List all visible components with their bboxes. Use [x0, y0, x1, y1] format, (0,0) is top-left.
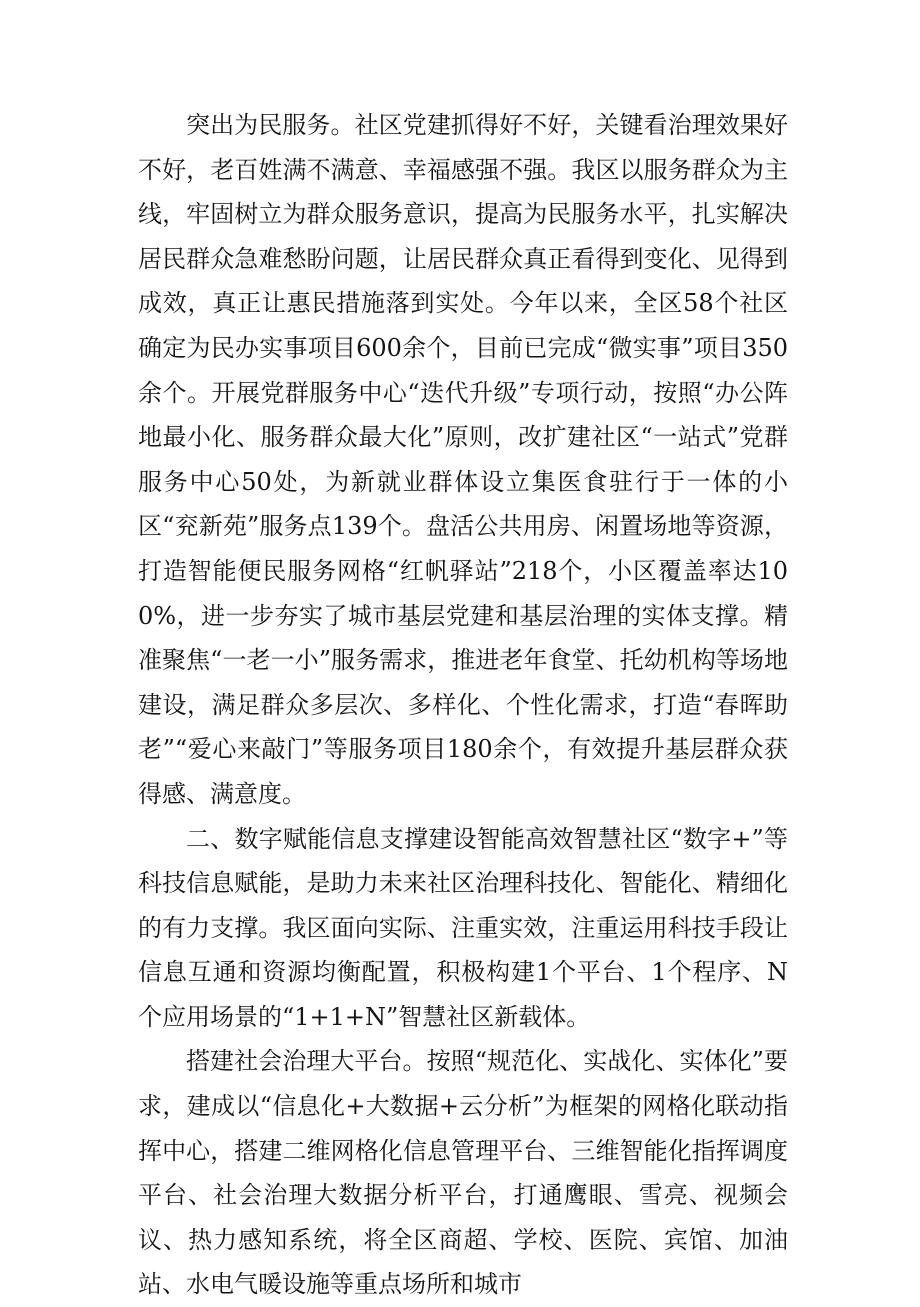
paragraph-digital-empowerment: 二、数字赋能信息支撑建设智能高效智慧社区“数字+”等科技信息赋能，是助力未来社区治理科技化、智能化、精细化的有力支撑。我区面向实际、注重实效，注重运用科技手段让信息互通和资源均衡配置，积极构建1个平台、1个程序、N个应用场景的“1+1+N”智慧社区新载体。: [138, 824, 788, 1031]
paragraph-service-for-people: 突出为民服务。社区党建抓得好不好，关键看治理效果好不好，老百姓满不满意、幸福感强不强。我区以服务群众为主线，牢固树立为群众服务意识，提高为民服务水平，扎实解决居民群众急难愁盼问题，让居民群众真正看得到变化、见得到成效，真正让惠民措施落到实处。今年以来，全区58个社区确定为民办实事项目600余个，目前已完成“微实事”项目350余个。开展党群服务中心“迭代升级”专项行动，按照“办公阵地最小化、服务群众最大化”原则，改扩建社区“一站式”党群服务中心50处，为新就业群体设立集医食驻行于一体的小区“兖新苑”服务点139个。盘活公共用房、闲置场地等资源，打造智能便民服务网格“红帆驿站”218个，小区覆盖率达100%，进一步夯实了城市基层党建和基层治理的实体支撑。精准聚焦“一老一小”服务需求，推进老年食堂、托幼机构等场地建设，满足群众多层次、多样化、个性化需求，打造“春晖助老”“爱心来敲门”等服务项目180余个，有效提升基层群众获得感、满意度。: [138, 111, 788, 808]
document-body: [138, 103, 788, 1307]
paragraph-governance-platform: 搭建社会治理大平台。按照“规范化、实战化、实体化”要求，建成以“信息化+大数据+云分析”为框架的网格化联动指挥中心，搭建二维网格化信息管理平台、三维智能化指挥调度平台、社会治理大数据分析平台，打通鹰眼、雪亮、视频会议、热力感知系统，将全区商超、学校、医院、宾馆、加油站、水电气暖设施等重点场所和城市: [138, 1047, 788, 1299]
